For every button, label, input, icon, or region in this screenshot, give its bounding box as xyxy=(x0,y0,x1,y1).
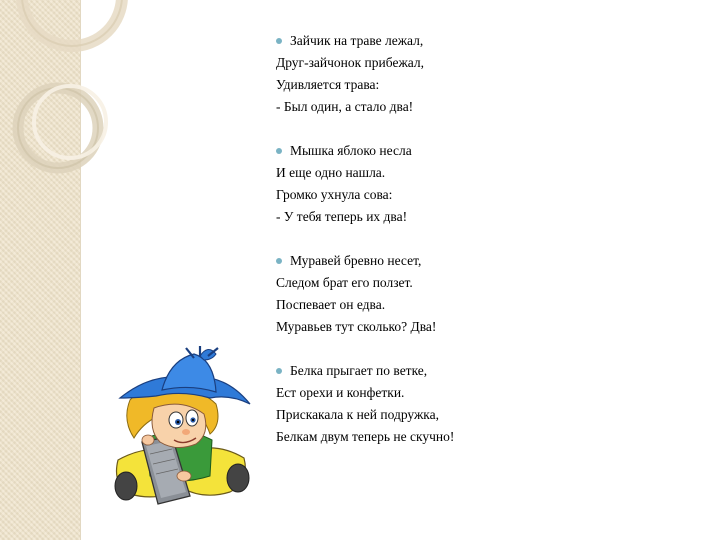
bullet-icon xyxy=(276,38,282,44)
stanza xyxy=(276,140,696,228)
poem-line: И еще одно нашла. xyxy=(276,165,386,180)
stanza xyxy=(276,30,696,118)
poem-line: Прискакала к ней подружка, xyxy=(276,407,440,422)
poem-line: Удивляется трава: xyxy=(276,77,380,92)
bullet-icon xyxy=(276,368,282,374)
stanza-first-line xyxy=(276,360,696,382)
poem-line-text: Мышка яблоко несла xyxy=(290,143,412,158)
poem-line: Поспевает он едва. xyxy=(276,297,386,312)
cartoon-boy-with-book-icon xyxy=(112,346,252,516)
poem-line: Белкам двум теперь не скучно! xyxy=(276,429,455,444)
decorative-rings-icon xyxy=(0,0,140,230)
poem-line-text: Белка прыгает по ветке, xyxy=(290,363,428,378)
bullet-icon xyxy=(276,148,282,154)
poem-line: Громко ухнула сова: xyxy=(276,187,393,202)
poem-line-text: Муравей бревно несет, xyxy=(290,253,422,268)
poem-line: Друг-зайчонок прибежал, xyxy=(276,55,424,70)
stanza xyxy=(276,360,696,448)
poem-line: Ест орехи и конфетки. xyxy=(276,385,405,400)
poem-line: - Был один, а стало два! xyxy=(276,99,414,114)
poem-line: - У тебя теперь их два! xyxy=(276,209,408,224)
poem-line: Следом брат его ползет. xyxy=(276,275,413,290)
bullet-icon xyxy=(276,258,282,264)
stanza-first-line xyxy=(276,250,696,272)
poem-line-text: Зайчик на траве лежал, xyxy=(290,33,424,48)
stanza-first-line xyxy=(276,140,696,162)
stanza-first-line xyxy=(276,30,696,52)
stanza xyxy=(276,250,696,338)
poem xyxy=(276,30,696,470)
poem-line: Муравьев тут сколько? Два! xyxy=(276,319,437,334)
